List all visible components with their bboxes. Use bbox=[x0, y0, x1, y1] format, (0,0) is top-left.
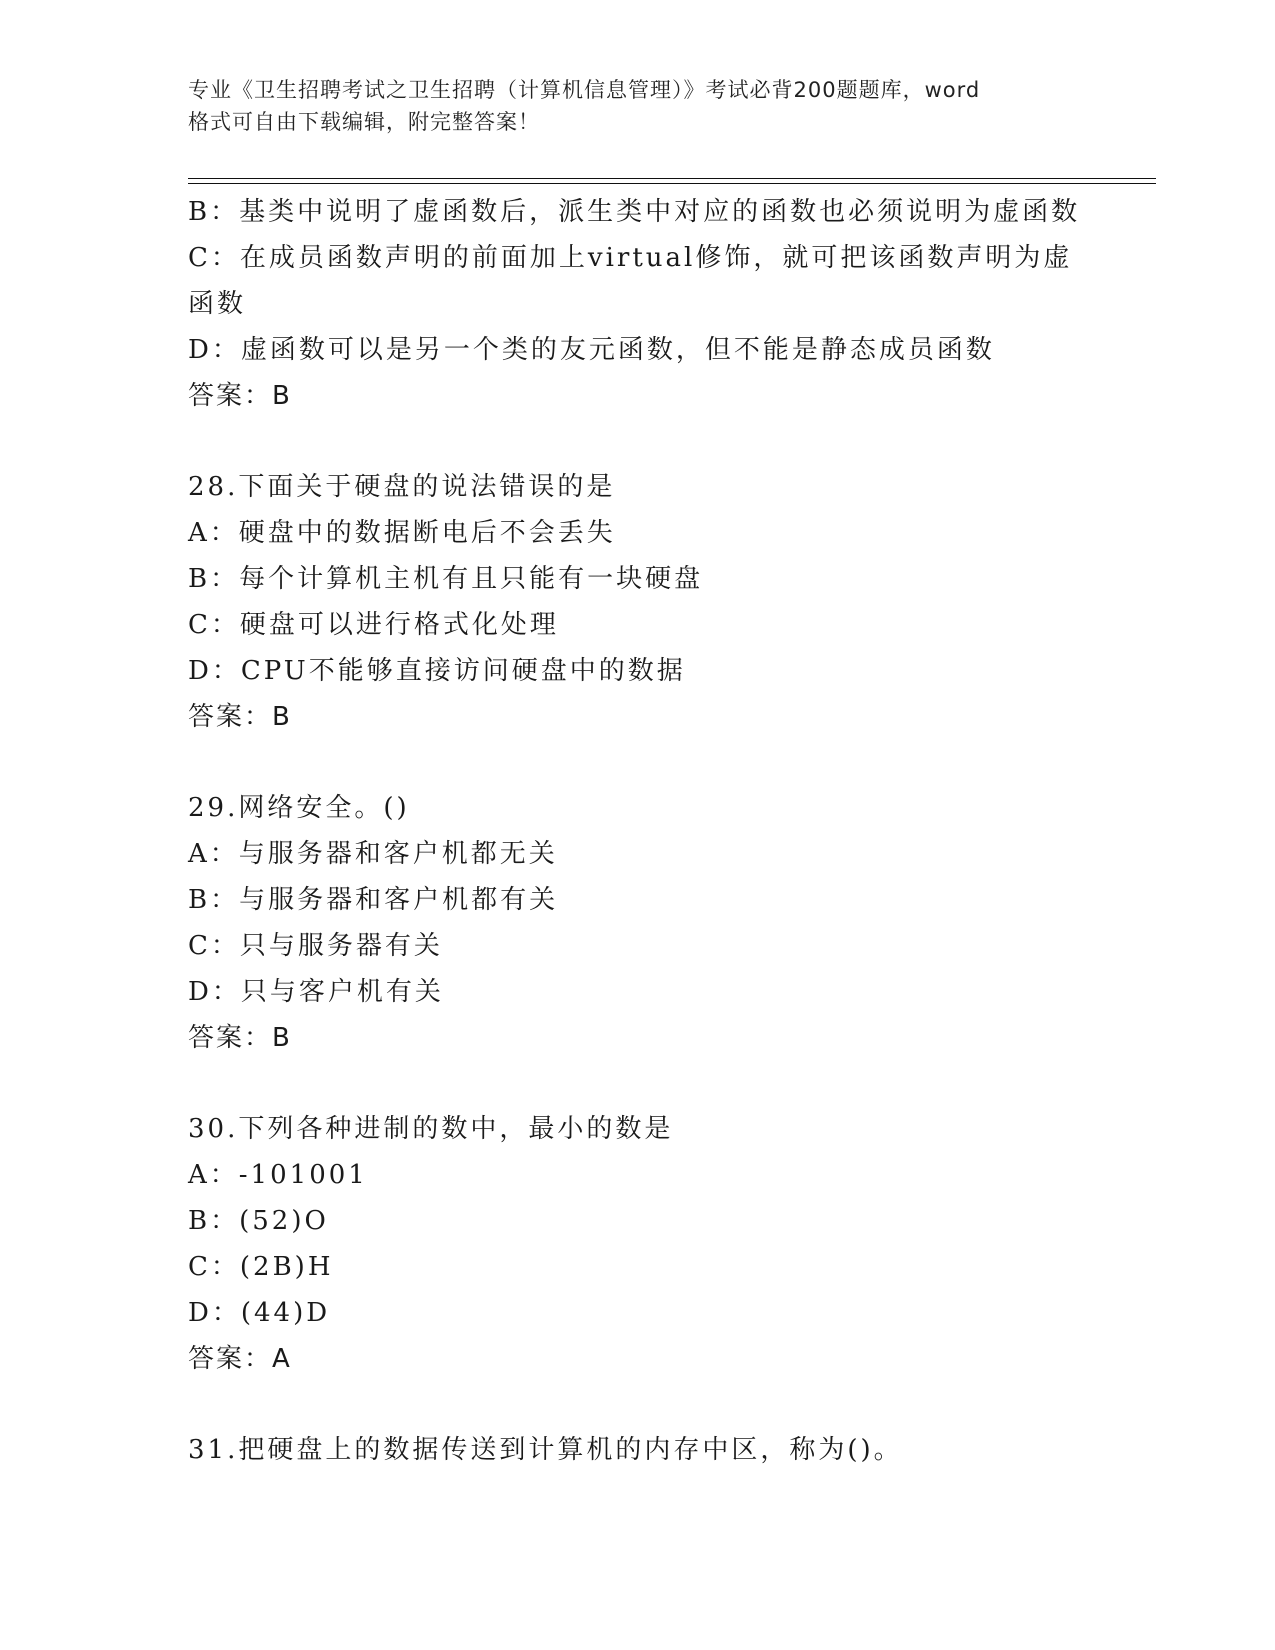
q30-option-c: C：(2B)H bbox=[188, 1252, 334, 1282]
q29-option-d: D：只与客户机有关 bbox=[188, 977, 444, 1007]
question-30 bbox=[188, 1106, 1148, 1382]
q31-question: 31.把硬盘上的数据传送到计算机的内存中区，称为()。 bbox=[188, 1435, 903, 1465]
q27-option-b: B：基类中说明了虚函数后，派生类中对应的函数也必须说明为虚函数 bbox=[188, 197, 1081, 227]
q29-answer: 答案：B bbox=[188, 1023, 292, 1053]
q30-option-a: A：-101001 bbox=[188, 1160, 368, 1190]
q30-option-d: D：(44)D bbox=[188, 1298, 331, 1328]
q27-option-c: C：在成员函数声明的前面加上virtual修饰，就可把该函数声明为虚 bbox=[188, 243, 1073, 273]
header-line-1: 专业《卫生招聘考试之卫生招聘（计算机信息管理）》考试必背200题题库，word bbox=[188, 78, 981, 102]
q29-question: 29.网络安全。() bbox=[188, 793, 410, 823]
q29-option-b: B：与服务器和客户机都有关 bbox=[188, 885, 559, 915]
document-header bbox=[188, 74, 1088, 138]
question-28 bbox=[188, 464, 1148, 740]
spacer bbox=[188, 740, 1148, 785]
spacer bbox=[188, 1382, 1148, 1427]
header-rule-top bbox=[188, 178, 1156, 179]
q28-option-b: B：每个计算机主机有且只能有一块硬盘 bbox=[188, 564, 704, 594]
spacer bbox=[188, 419, 1148, 464]
q28-option-d: D：CPU不能够直接访问硬盘中的数据 bbox=[188, 656, 686, 686]
header-rule-bottom bbox=[188, 183, 1156, 184]
q28-question: 28.下面关于硬盘的说法错误的是 bbox=[188, 472, 616, 502]
question-27-tail bbox=[188, 189, 1148, 419]
spacer bbox=[188, 1061, 1148, 1106]
question-29 bbox=[188, 785, 1148, 1061]
q30-answer: 答案：A bbox=[188, 1344, 292, 1374]
header-line-2: 格式可自由下载编辑，附完整答案！ bbox=[188, 110, 540, 134]
q30-question: 30.下列各种进制的数中，最小的数是 bbox=[188, 1114, 674, 1144]
q29-option-a: A：与服务器和客户机都无关 bbox=[188, 839, 558, 869]
q29-option-c: C：只与服务器有关 bbox=[188, 931, 443, 961]
q27-answer: 答案：B bbox=[188, 381, 292, 411]
q28-option-c: C：硬盘可以进行格式化处理 bbox=[188, 610, 559, 640]
question-list bbox=[188, 189, 1148, 1473]
question-31 bbox=[188, 1427, 1148, 1473]
q27-option-d: D：虚函数可以是另一个类的友元函数，但不能是静态成员函数 bbox=[188, 335, 995, 365]
q28-answer: 答案：B bbox=[188, 702, 292, 732]
q30-option-b: B：(52)O bbox=[188, 1206, 329, 1236]
q28-option-a: A：硬盘中的数据断电后不会丢失 bbox=[188, 518, 616, 548]
q27-option-c-continued: 函数 bbox=[188, 289, 247, 319]
